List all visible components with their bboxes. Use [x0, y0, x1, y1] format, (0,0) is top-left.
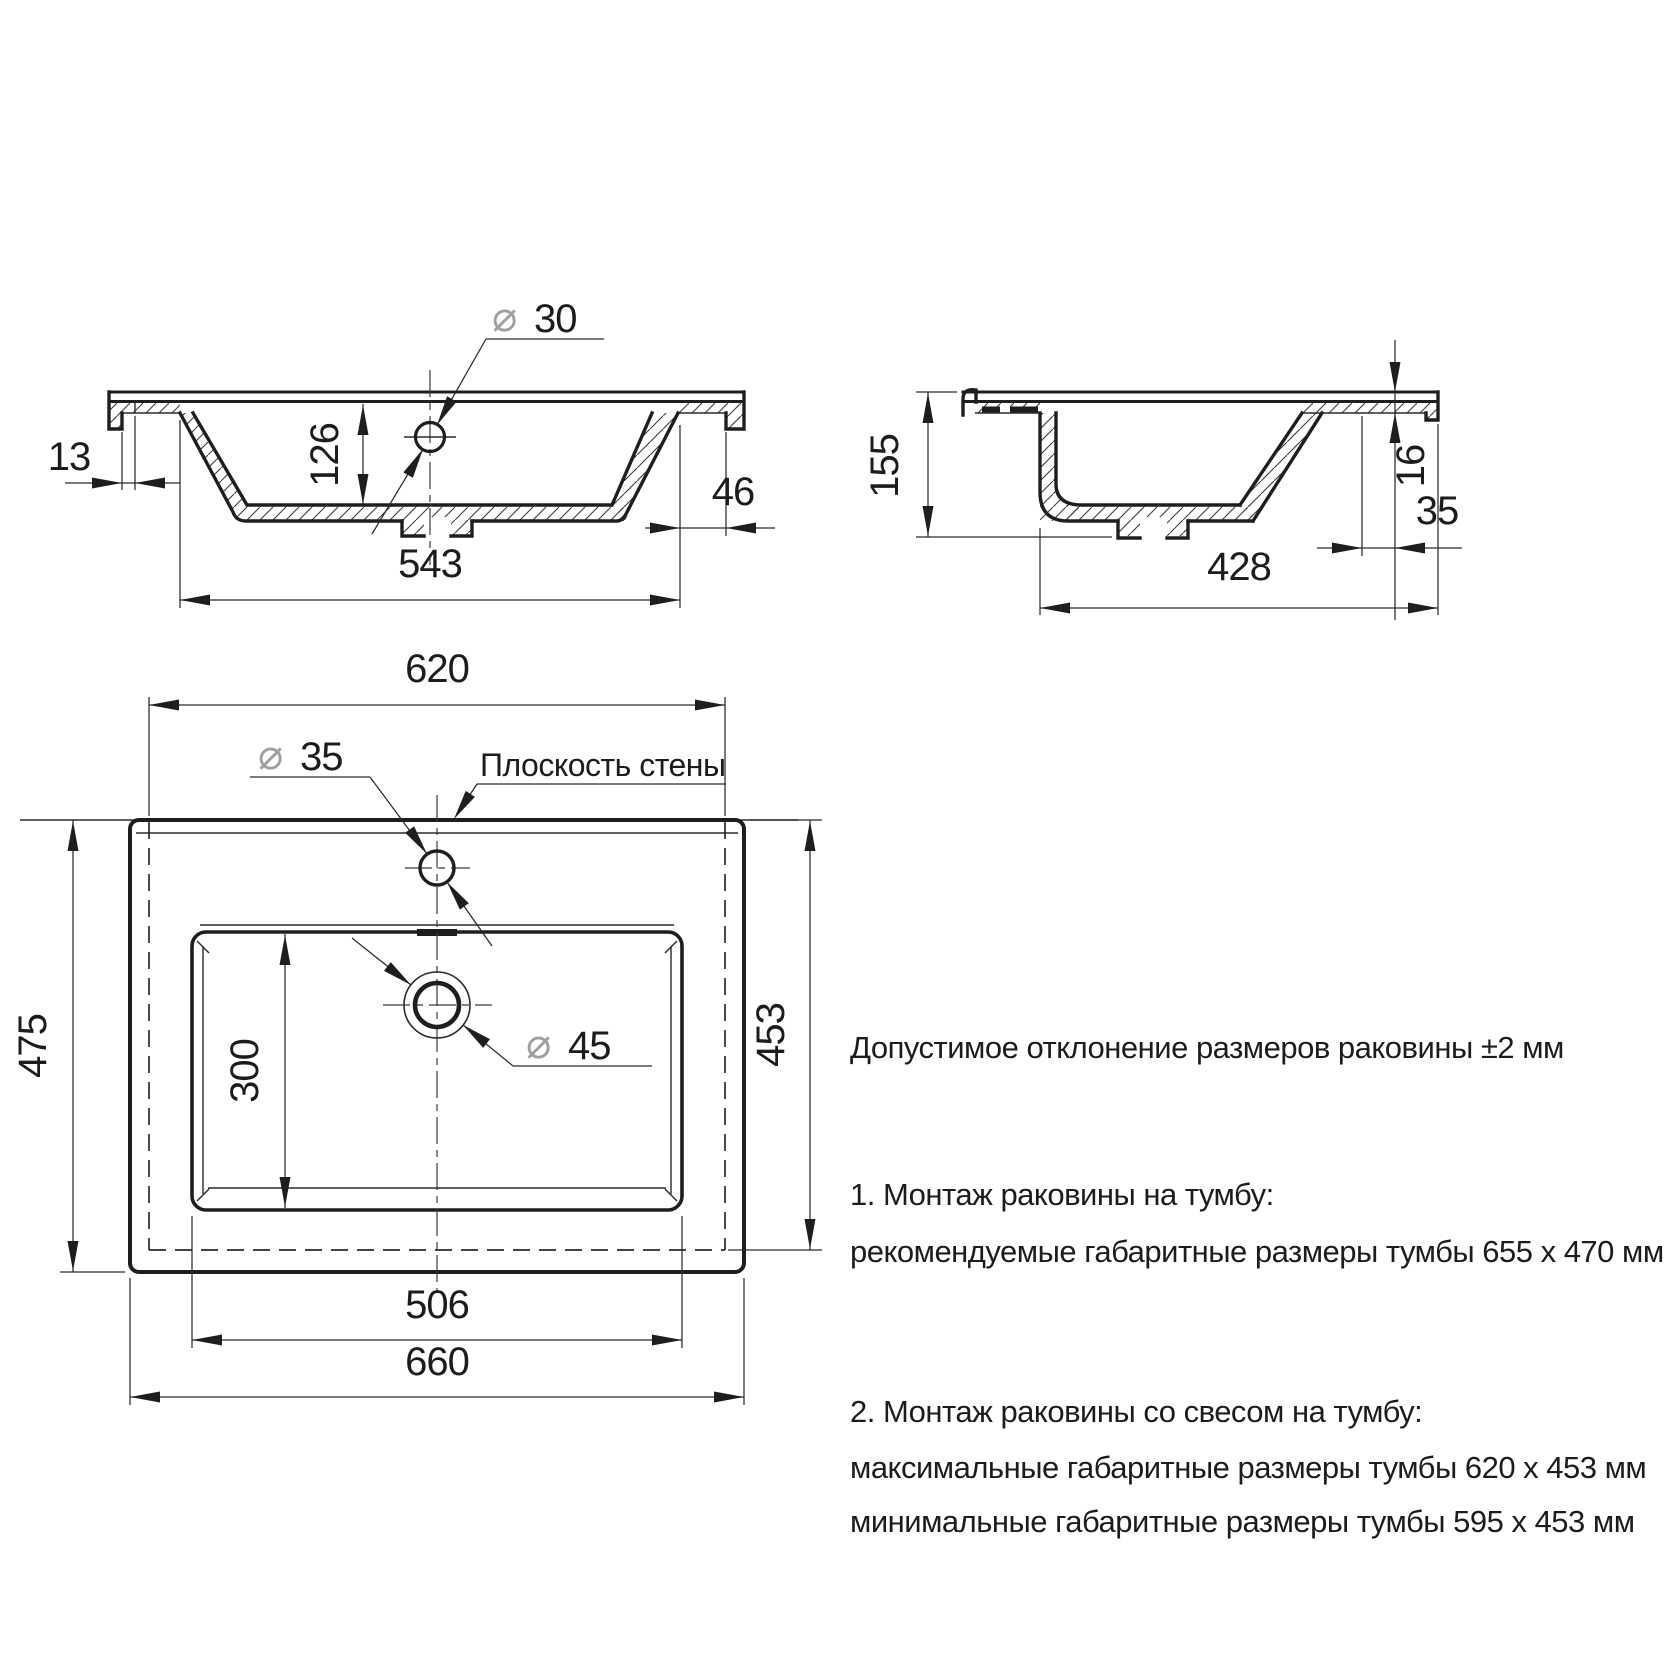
note-tolerance: Допустимое отклонение размеров раковины ±2 мм [850, 1030, 1564, 1065]
notes-block [850, 1030, 1664, 1539]
side-section-view [863, 340, 1462, 620]
note-mount1-detail: рекомендуемые габаритные размеры тумбы 655 x 470 мм [850, 1234, 1664, 1269]
dim-height-155: 155 [863, 434, 907, 498]
diameter-symbol: ⌀ [526, 1020, 552, 1067]
dim-overhang-13: 13 [47, 435, 91, 479]
note-mount1-title: 1. Монтаж раковины на тумбу: [850, 1177, 1274, 1212]
note-mount2-detail-min: минимальные габаритные размеры тумбы 595 x 453 мм [850, 1504, 1635, 1539]
dim-depth-126: 126 [303, 423, 347, 487]
dim-hole-30: 30 [534, 297, 577, 341]
front-section-view [48, 293, 775, 608]
dim-basin-300: 300 [223, 1039, 267, 1103]
dim-cutout-428: 428 [1207, 545, 1271, 589]
dim-depth-475: 475 [11, 1014, 55, 1078]
dim-offset-46: 46 [711, 470, 755, 514]
note-mount2-title: 2. Монтаж раковины со свесом на тумбу: [850, 1394, 1423, 1429]
diameter-symbol: ⌀ [258, 731, 284, 778]
dim-rim-16: 16 [1389, 444, 1433, 488]
wall-plane-label: Плоскость стены [480, 747, 726, 783]
dim-overhang-35: 35 [1415, 489, 1459, 533]
dim-drain-45: 45 [568, 1024, 611, 1068]
dim-cutout-620: 620 [405, 647, 469, 691]
dim-cutout-543: 543 [398, 542, 462, 586]
dim-depth-453: 453 [749, 1003, 793, 1067]
top-plan-view [11, 647, 822, 1405]
diameter-symbol: ⌀ [492, 293, 518, 340]
note-mount2-detail-max: максимальные габаритные размеры тумбы 620 x 453 мм [850, 1450, 1647, 1485]
dim-faucet-35: 35 [300, 735, 343, 779]
dim-width-660: 660 [405, 1340, 469, 1384]
dim-basin-506: 506 [405, 1283, 469, 1327]
